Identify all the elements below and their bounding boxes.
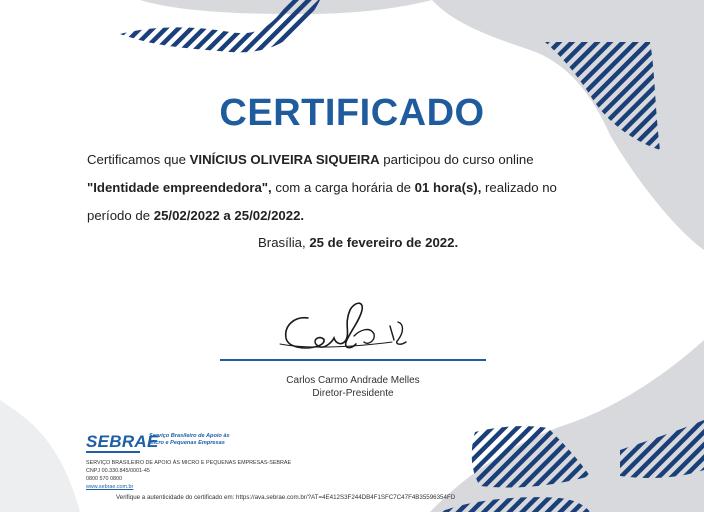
certificate-place-date: [258, 235, 458, 250]
line1-suffix: participou do curso online: [379, 152, 534, 167]
workload: 01 hora(s),: [414, 180, 482, 195]
course-period: 25/02/2022 a 25/02/2022.: [153, 208, 305, 223]
certificate-line-2: [87, 180, 557, 195]
signer-name: Carlos Carmo Andrade Melles: [286, 375, 420, 386]
org-name: SERVIÇO BRASILEIRO DE APOIO ÀS MICRO E PEQUENAS EMPRESAS-SEBRAE: [86, 460, 292, 466]
place: Brasília,: [258, 235, 310, 250]
line2-middle: com a carga horária de: [271, 180, 415, 195]
handwritten-signature: [272, 296, 422, 358]
certificate-title: CERTIFICADO: [219, 92, 485, 134]
student-name: VINÍCIUS OLIVEIRA SIQUEIRA: [189, 152, 380, 167]
org-cnpj: CNPJ 00.330.845/0001-45: [86, 468, 150, 474]
signature-line: [220, 359, 486, 361]
signer-role: Diretor-Presidente: [312, 388, 394, 399]
verification-link[interactable]: Verifique a autenticidade do certificado em: https://ava.sebrae.com.br/?AT=4E412S3F244DB4F1SFC7C47F4B35596354FD: [116, 494, 456, 501]
issue-date: 25 de fevereiro de 2022.: [309, 235, 459, 250]
sebrae-logo: SEBRAE: [86, 432, 159, 451]
org-phone: 0800 570 0800: [86, 476, 122, 482]
line2-suffix: realizado no: [481, 180, 557, 195]
grey-shape-bottom-left: [0, 400, 80, 512]
logo-tagline-2: Micro e Pequenas Empresas: [149, 440, 225, 446]
certificate-line-1: [87, 152, 534, 167]
course-name: "Identidade empreendedora",: [87, 180, 272, 195]
grey-shape-bottom-right: [430, 340, 704, 512]
org-website-link[interactable]: www.sebrae.com.br: [86, 484, 134, 490]
line3-prefix: período de: [87, 208, 154, 223]
logo-underline: [86, 451, 140, 453]
line1-prefix: Certificamos que: [87, 152, 190, 167]
logo-tagline-1: Serviço Brasileiro de Apoio às: [149, 433, 230, 439]
grey-shape-top-left: [0, 0, 432, 14]
certificate-line-3: [87, 208, 304, 223]
